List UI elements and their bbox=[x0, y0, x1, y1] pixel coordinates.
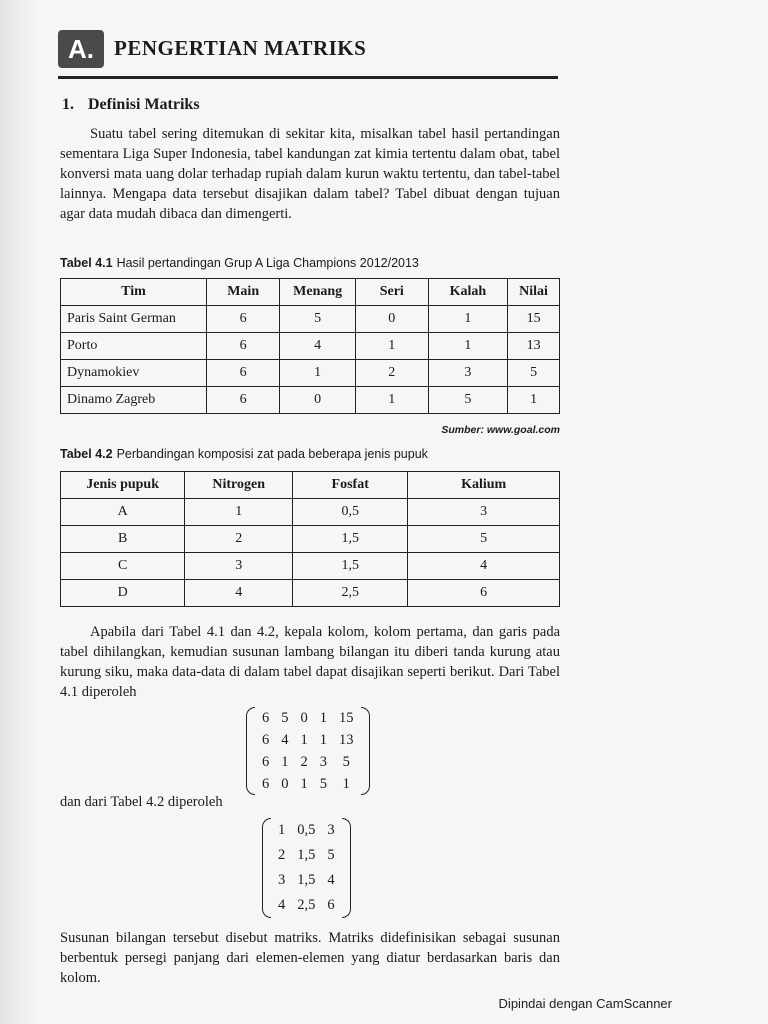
table-cell: 1 bbox=[280, 360, 355, 387]
matrix-entry: 6 bbox=[262, 753, 270, 770]
matrix-entry: 1 bbox=[278, 822, 286, 838]
table-cell: 6 bbox=[408, 580, 560, 607]
matrix-row bbox=[272, 893, 341, 918]
table2-caption-text: Perbandingan komposisi zat pada beberapa jenis pupuk bbox=[116, 447, 428, 461]
table2-caption-label: Tabel 4.2 bbox=[60, 447, 113, 461]
matrix-entry: 4 bbox=[327, 872, 335, 888]
matrix-entry: 1 bbox=[319, 709, 327, 726]
table-header-cell: Jenis pupuk bbox=[61, 472, 185, 499]
table-cell: 5 bbox=[408, 526, 560, 553]
matrix-row bbox=[256, 729, 360, 751]
table1-caption-text: Hasil pertandingan Grup A Liga Champions 2012/2013 bbox=[116, 256, 419, 270]
matrix-row bbox=[256, 707, 360, 729]
table-row bbox=[61, 333, 560, 360]
table-header-cell: Main bbox=[206, 279, 280, 306]
matrix-row bbox=[256, 773, 360, 795]
right-parenthesis bbox=[342, 818, 351, 918]
matrix-entry: 2 bbox=[278, 847, 286, 863]
table-cell: 6 bbox=[206, 333, 280, 360]
table-cell: C bbox=[61, 553, 185, 580]
section-title: PENGERTIAN MATRIKS bbox=[114, 36, 367, 60]
table-header-cell: Fosfat bbox=[293, 472, 408, 499]
table-cell: 0 bbox=[280, 387, 355, 414]
table-header-cell: Nilai bbox=[508, 279, 560, 306]
matrix-entry: 3 bbox=[327, 822, 335, 838]
table-cell: Dynamokiev bbox=[61, 360, 207, 387]
left-parenthesis bbox=[262, 818, 271, 918]
table-cell: Paris Saint German bbox=[61, 306, 207, 333]
matrix-entry: 5 bbox=[342, 753, 350, 770]
matrix-entry: 2,5 bbox=[297, 897, 316, 913]
table-row bbox=[61, 360, 560, 387]
table-cell: A bbox=[61, 499, 185, 526]
matrix-entry: 0 bbox=[300, 709, 308, 726]
matrix-entry: 6 bbox=[262, 775, 270, 792]
table-row bbox=[61, 553, 560, 580]
page-edge-shadow bbox=[0, 0, 38, 1024]
matrix-entry: 1 bbox=[342, 775, 350, 792]
table-cell: 1 bbox=[355, 333, 428, 360]
table-cell: 5 bbox=[280, 306, 355, 333]
table-cell: 3 bbox=[408, 499, 560, 526]
matrix-entry: 1,5 bbox=[297, 847, 316, 863]
table-header-cell: Kalah bbox=[428, 279, 507, 306]
matrix-entry: 0 bbox=[281, 775, 289, 792]
table-cell: 2 bbox=[185, 526, 293, 553]
table-cell: 6 bbox=[206, 306, 280, 333]
matrix-entry: 5 bbox=[319, 775, 327, 792]
matrix-row bbox=[272, 868, 341, 893]
results-table bbox=[60, 278, 560, 414]
table-cell: 0,5 bbox=[293, 499, 408, 526]
table-cell: Porto bbox=[61, 333, 207, 360]
table-cell: 1 bbox=[185, 499, 293, 526]
table1-caption bbox=[60, 256, 419, 270]
matrix-entry: 0,5 bbox=[297, 822, 316, 838]
paragraph-definition: Susunan bilangan tersebut disebut matriks. Matriks didefinisikan sebagai susunan berbentuk persegi panjang dari elemen-elemen yang diatur berdasarkan baris dan kolom. bbox=[60, 930, 560, 986]
scanner-watermark: Dipindai dengan CamScanner bbox=[498, 996, 672, 1011]
table-row bbox=[61, 499, 560, 526]
matrix-entry: 4 bbox=[281, 731, 289, 748]
table1-source: Sumber: www.goal.com bbox=[441, 424, 560, 436]
table-cell: 5 bbox=[508, 360, 560, 387]
table-header-cell: Nitrogen bbox=[185, 472, 293, 499]
table-cell: 0 bbox=[355, 306, 428, 333]
matrix-table-4-2 bbox=[262, 818, 351, 918]
right-parenthesis bbox=[361, 707, 370, 795]
table-header-cell: Seri bbox=[355, 279, 428, 306]
matrix-entry: 5 bbox=[281, 709, 289, 726]
subsection-number: 1. bbox=[62, 96, 74, 113]
table-header-cell: Menang bbox=[280, 279, 355, 306]
table-header-cell: Kalium bbox=[408, 472, 560, 499]
matrix-row bbox=[272, 843, 341, 868]
matrix-entry: 1 bbox=[319, 731, 327, 748]
table-row bbox=[61, 387, 560, 414]
matrix-entry: 6 bbox=[262, 709, 270, 726]
table-cell: 2 bbox=[355, 360, 428, 387]
matrix-entry: 6 bbox=[327, 897, 335, 913]
matrix-entry: 3 bbox=[278, 872, 286, 888]
table-cell: 6 bbox=[206, 360, 280, 387]
section-divider bbox=[58, 76, 558, 79]
matrix-row bbox=[272, 818, 341, 843]
table-cell: 6 bbox=[206, 387, 280, 414]
matrix-entry: 5 bbox=[327, 847, 335, 863]
table-row bbox=[61, 306, 560, 333]
subsection-title: Definisi Matriks bbox=[88, 96, 200, 113]
fertilizer-table bbox=[60, 471, 560, 607]
section-badge: A. bbox=[58, 30, 104, 68]
table-cell: 3 bbox=[428, 360, 507, 387]
table2-caption bbox=[60, 447, 428, 461]
table-cell: Dinamo Zagreb bbox=[61, 387, 207, 414]
matrix-entry: 1 bbox=[300, 731, 308, 748]
table-cell: 1,5 bbox=[293, 553, 408, 580]
matrix-entry: 2 bbox=[300, 753, 308, 770]
table-cell: 1 bbox=[428, 333, 507, 360]
matrix-entry: 1 bbox=[281, 753, 289, 770]
table-row bbox=[61, 526, 560, 553]
table-cell: 4 bbox=[408, 553, 560, 580]
table-cell: D bbox=[61, 580, 185, 607]
matrix-entry: 1,5 bbox=[297, 872, 316, 888]
table-cell: 2,5 bbox=[293, 580, 408, 607]
matrix-entry: 15 bbox=[339, 709, 354, 726]
subsection-heading bbox=[62, 96, 214, 114]
section-heading bbox=[58, 30, 558, 74]
table-header-row bbox=[61, 472, 560, 499]
table-cell: 1 bbox=[508, 387, 560, 414]
table1-caption-label: Tabel 4.1 bbox=[60, 256, 113, 270]
matrix-entry: 6 bbox=[262, 731, 270, 748]
matrix-entry: 4 bbox=[278, 897, 286, 913]
matrix-entry: 3 bbox=[319, 753, 327, 770]
table-cell: B bbox=[61, 526, 185, 553]
table-cell: 1,5 bbox=[293, 526, 408, 553]
table-cell: 1 bbox=[355, 387, 428, 414]
table-cell: 3 bbox=[185, 553, 293, 580]
paragraph-explanation: Apabila dari Tabel 4.1 dan 4.2, kepala kolom, kolom pertama, dan garis pada tabel dihilangkan, kemudian susunan lambang bilangan itu diberi tanda kurung atau kurung siku, maka data-data di dalam tabel dapat disajikan seperti berikut. Dari Tabel 4.1 diperoleh bbox=[60, 624, 560, 700]
table-cell: 15 bbox=[508, 306, 560, 333]
paragraph-intro: Suatu tabel sering ditemukan di sekitar kita, misalkan tabel hasil pertandingan sementara Liga Super Indonesia, tabel kandungan zat kimia tertentu dalam obat, tabel konversi mata uang dolar terhadap rupiah dalam kurun waktu tertentu, dan tabel-tabel lainnya. Mengapa data tersebut disajikan dalam tabel? Tabel dibuat dengan tujuan agar data mudah dibaca dan dimengerti. bbox=[60, 126, 560, 222]
matrix-row bbox=[256, 751, 360, 773]
matrix-table-4-1 bbox=[246, 707, 370, 795]
table-header-cell: Tim bbox=[61, 279, 207, 306]
matrix-entry: 13 bbox=[339, 731, 354, 748]
matrix-entry: 1 bbox=[300, 775, 308, 792]
between-text: dan dari Tabel 4.2 diperoleh bbox=[60, 794, 223, 810]
table-cell: 4 bbox=[280, 333, 355, 360]
table-cell: 13 bbox=[508, 333, 560, 360]
left-parenthesis bbox=[246, 707, 255, 795]
table-cell: 5 bbox=[428, 387, 507, 414]
table-cell: 1 bbox=[428, 306, 507, 333]
table-cell: 4 bbox=[185, 580, 293, 607]
table-header-row bbox=[61, 279, 560, 306]
table-row bbox=[61, 580, 560, 607]
